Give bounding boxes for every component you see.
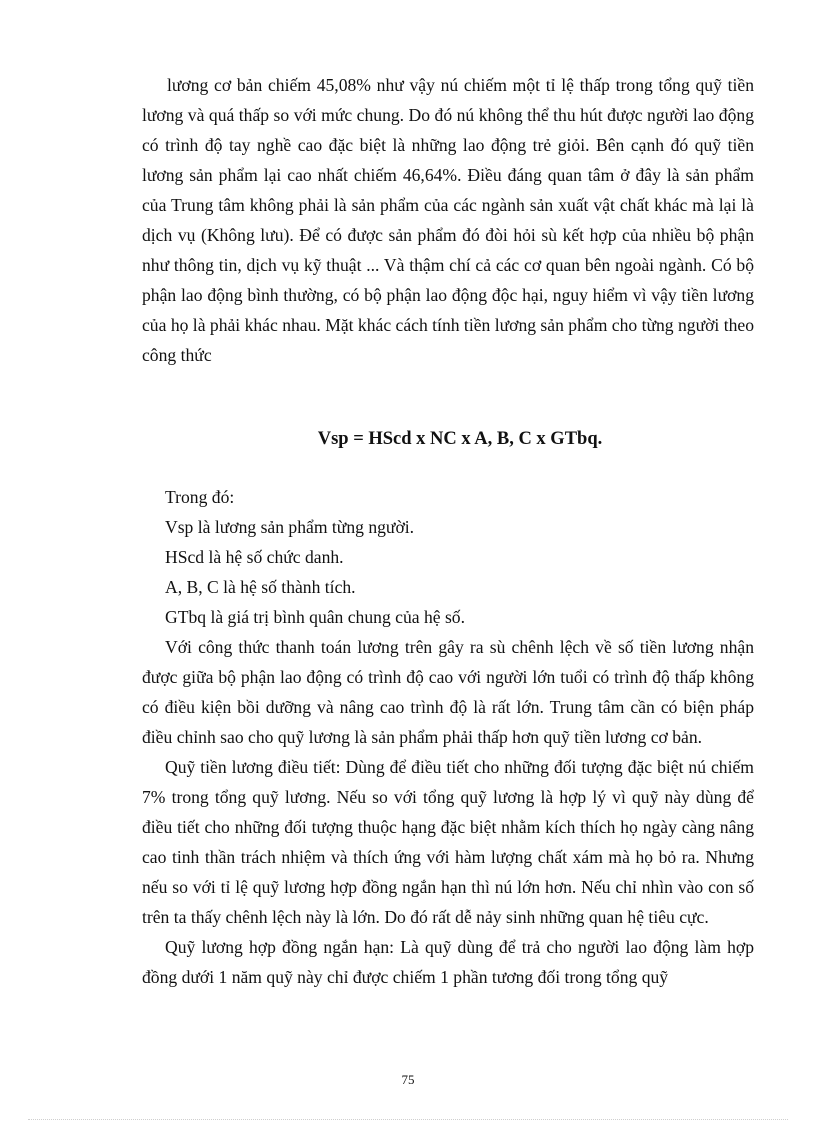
definition-item: Vsp là lương sản phẩm từng người.	[165, 517, 415, 537]
paragraph: Quỹ lương hợp đồng ngắn hạn: Là quỹ dùng để trả cho người lao động làm hợp đồng dưới 1 năm quỹ này chỉ được chiếm 1 phần tương đối trong tổng quỹ	[142, 937, 754, 987]
definitions-heading: Trong đó:	[165, 487, 235, 507]
body-text	[142, 632, 754, 992]
definition-item: GTbq là giá trị bình quân chung của hệ số.	[165, 607, 465, 627]
footer-divider	[28, 1119, 788, 1120]
formula: Vsp = HScd x NC x A, B, C x GTbq.	[317, 429, 603, 449]
paragraph-intro: lương cơ bản chiếm 45,08% như vậy nú chiếm một tỉ lệ thấp trong tổng quỹ tiền lương và quá thấp so với mức chung. Do đó nú không thể thu hút được người lao động có trình độ tay nghề cao đặc biệt là những lao động trẻ giỏi. Bên cạnh đó quỹ tiền lương sản phẩm lại cao nhất chiếm 46,64%. Điều đáng quan tâm ở đây là sản phẩm của Trung tâm không phải là sản phẩm của các ngành sản xuất vật chất khác mà lại là dịch vụ (Không lưu). Để có được sản phẩm đó đòi hỏi sù kết hợp của nhiều bộ phận như thông tin, dịch vụ kỹ thuật ... Và thậm chí cả các cơ quan bên ngoài ngành. Có bộ phận lao động bình thường, có bộ phận lao động độc hại, nguy hiểm vì vậy tiền lương của họ là phải khác nhau. Mặt khác cách tính tiền lương sản phẩm cho từng người theo công thức	[142, 75, 755, 365]
page-number: 75	[401, 1072, 415, 1087]
paragraph: Quỹ tiền lương điều tiết: Dùng để điều tiết cho những đối tượng đặc biệt nú chiếm 7% trong tổng quỹ lương. Nếu so với tổng quỹ lương là hợp lý vì quỹ này dùng để điều tiết cho những đối tượng thuộc hạng đặc biệt nhằm kích thích họ ngày càng nâng cao tinh thần trách nhiệm và thích ứng với hàm lượng chất xám mà họ bỏ ra. Nhưng nếu so với tỉ lệ quỹ lương hợp đồng ngắn hạn thì nú lớn hơn. Nếu chỉ nhìn vào con số trên ta thấy chênh lệch này là lớn. Do đó rất dễ nảy sinh những quan hệ tiêu cực.	[142, 757, 754, 927]
definition-item: A, B, C là hệ số thành tích.	[165, 577, 356, 597]
definition-item: HScd là hệ số chức danh.	[165, 547, 344, 567]
paragraph: Với công thức thanh toán lương trên gây ra sù chênh lệch về số tiền lương nhận được giữa bộ phận lao động có trình độ cao với người lớn tuổi có trình độ thấp không có điều kiện bồi dưỡng và nâng cao trình độ là rất lớn. Trung tâm cần có biện pháp điều chỉnh sao cho quỹ lương là sản phẩm phải thấp hơn quỹ tiền lương cơ bản.	[142, 637, 754, 747]
definitions-list	[165, 482, 725, 632]
